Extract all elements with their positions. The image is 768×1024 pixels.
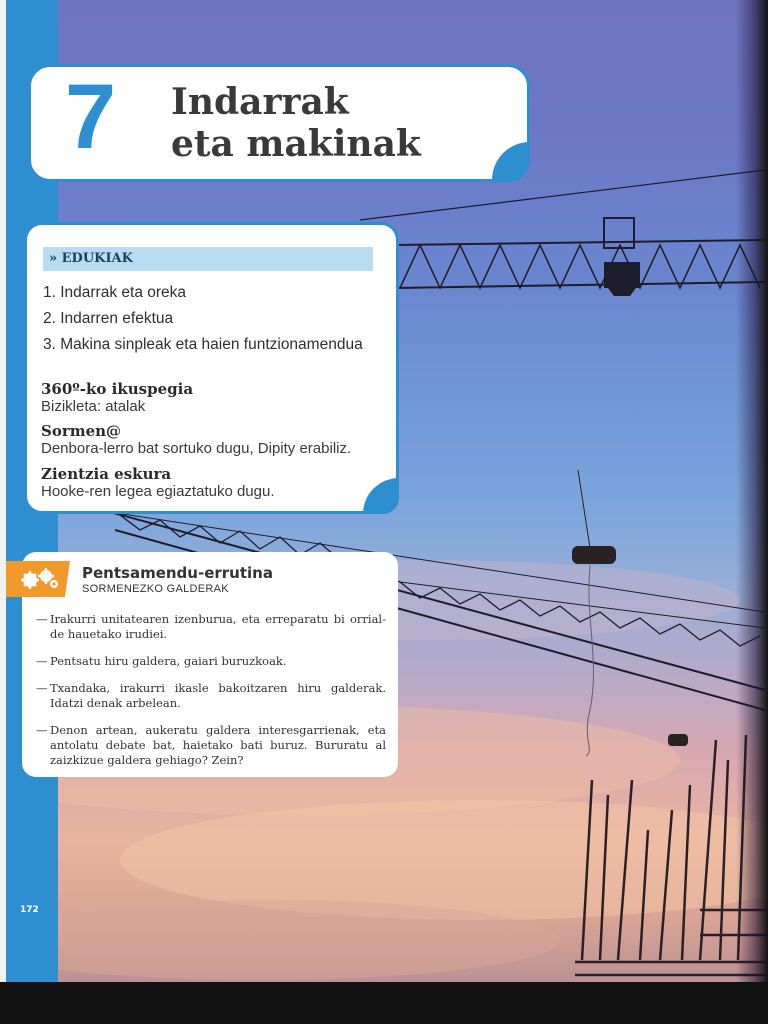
hook <box>668 734 688 746</box>
chapter-title-line: eta makinak <box>171 123 421 165</box>
contents-item: 2. Indarren efektua <box>43 310 174 327</box>
feature-block <box>41 422 351 458</box>
thinking-routine-card <box>22 552 398 777</box>
contents-header: » EDUKIAK <box>43 247 373 271</box>
scan-bottom-shadow <box>0 982 768 1024</box>
feature-block <box>41 380 193 416</box>
chapter-title <box>171 81 511 165</box>
contents-item: 1. Indarrak eta oreka <box>43 284 187 301</box>
routine-step: — Pentsatu hiru galdera, gaiari buruzkoak. <box>36 654 386 669</box>
contents-list <box>43 283 363 361</box>
routine-title: Pentsamendu-errutina <box>82 564 273 582</box>
feature-description: Hooke-ren legea egiaztatuko dugu. <box>41 483 275 500</box>
feature-title: 360º-ko ikuspegia <box>41 380 194 398</box>
routine-step: — Irakurri unitatearen izenburua, eta erreparatu bi orrial-de hauetako irudiei. <box>36 612 386 642</box>
feature-description: Bizikleta: atalak <box>41 398 146 415</box>
crane-trolley <box>604 218 640 296</box>
upper-crane-jib <box>360 170 765 288</box>
chapter-number: 7 <box>65 66 117 168</box>
chapter-title-line: Indarrak <box>171 81 349 123</box>
gears-icon <box>6 561 70 597</box>
chapter-title-card <box>28 64 530 182</box>
feature-block <box>41 465 275 501</box>
feature-title: Zientzia eskura <box>41 465 172 483</box>
page-fold-shadow <box>736 0 768 1024</box>
feature-title: Sormen@ <box>41 422 122 440</box>
page-number: 172 <box>20 905 39 915</box>
routine-subtitle: SORMENEZKO GALDERAK <box>82 583 229 595</box>
routine-step: — Txandaka, irakurri ikasle bakoitzaren hiru galderak. Idatzi denak arbelean. <box>36 681 386 711</box>
contents-item: 3. Makina sinpleak eta haien funtzionamendua <box>43 336 363 353</box>
routine-steps <box>36 612 386 780</box>
routine-step: — Denon artean, aukeratu galdera interesgarrienak, eta antolatu debate bat, haietako bati buruz. Bururatu al zaizkizue galdera gehiago? Zein? <box>36 723 386 768</box>
feature-description: Denbora-lerro bat sortuko dugu, Dipity erabiliz. <box>41 440 352 457</box>
contents-card <box>24 222 399 514</box>
